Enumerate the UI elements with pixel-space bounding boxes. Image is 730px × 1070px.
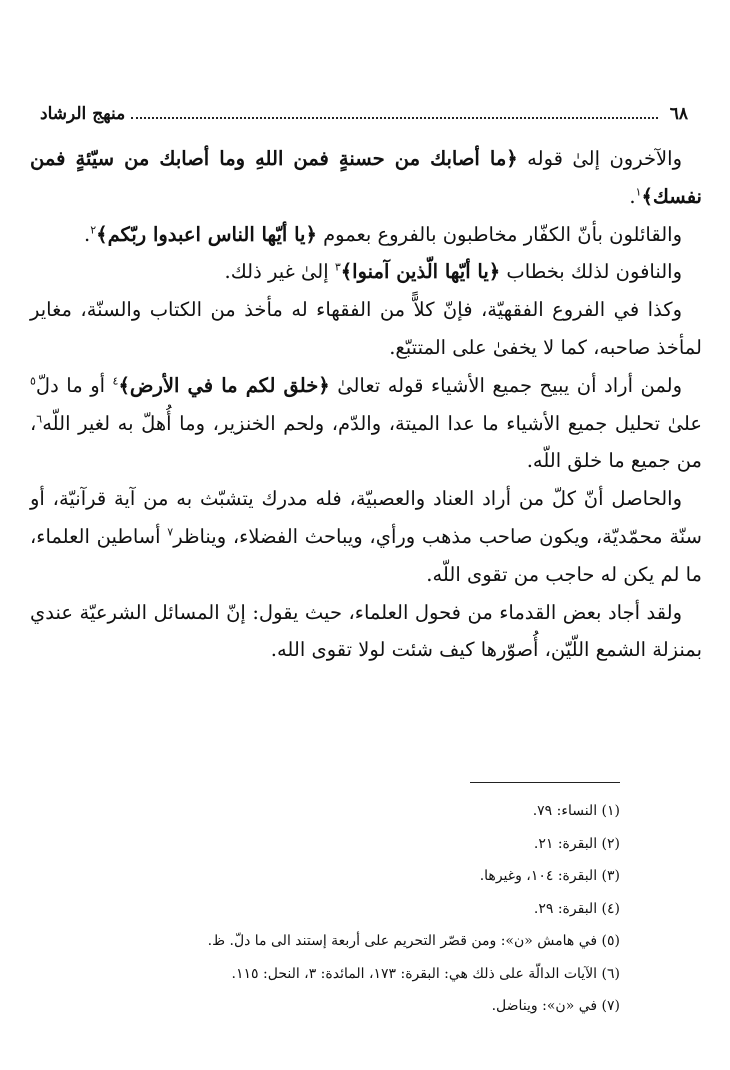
text: ، من جميع ما خلق اللّه.: [30, 411, 702, 473]
text: والحاصل أنّ كلّ من أراد العناد والعصبيّة، فله مدرك يتشبّث به من آية قرآنيّة، أو سنّة محمّديّة، ويكون صاحب مذهب ورأي، ويباحث الفضلاء، ويناظر: [30, 487, 702, 548]
footnote-ref[interactable]: ٢: [90, 223, 97, 237]
quran-quote: ﴿يا أيّها الناس اعبدوا ربّكم﴾: [96, 222, 317, 246]
footnote-ref[interactable]: ٧: [167, 525, 174, 539]
paragraph: ولقد أجاد بعض القدماء من فحول العلماء، حيث يقول: إنّ المسائل الشرعيّة عندي بمنزلة الشمع اللّيّن، أُصوّرها كيف شئت لولا تقوى الله.: [30, 600, 702, 662]
footnote: (٦) الآيات الدالّة على ذلك هي: البقرة: ١٧٣، المائدة: ٣، النحل: ١١٥.: [231, 965, 620, 982]
footnote: (٧) في «ن»: ويناضل.: [491, 998, 620, 1014]
footnote: (٤) البقرة: ٢٩.: [533, 900, 620, 917]
text: علىٰ تحليل جميع الأشياء ما عدا الميتة، والدّم، ولحم الخنزير، وما أُهلّ به لغير اللّه: [42, 411, 702, 435]
text: أو ما دلّ: [35, 373, 113, 397]
footnotes: [60, 795, 620, 1023]
text: .: [84, 222, 91, 246]
paragraph: [30, 216, 702, 254]
quran-quote: ﴿ما أصابك من حسنةٍ فمن اللهِ وما أصابك من سيّئةٍ فمن نفسك﴾: [30, 147, 702, 208]
footnote-ref[interactable]: ١: [635, 185, 642, 199]
page-number: ٦٨: [669, 104, 688, 124]
quran-quote: ﴿خلق لكم ما في الأرض﴾: [118, 373, 330, 397]
text: والنافون لذلك بخطاب: [500, 260, 682, 284]
footnote-ref[interactable]: ٣: [334, 260, 341, 274]
footnote-ref[interactable]: ٤: [112, 374, 119, 388]
dotted-leader: [131, 117, 657, 119]
paragraph: [30, 367, 702, 480]
footnote-ref[interactable]: ٥: [30, 374, 36, 388]
footnote: (١) النساء: ٧٩.: [532, 803, 620, 819]
text: إلىٰ غير ذلك.: [224, 260, 335, 284]
footnote: (٢) البقرة: ٢١.: [533, 835, 620, 852]
paragraph: [30, 140, 702, 216]
text: .: [629, 184, 636, 208]
paragraph: وكذا في الفروع الفقهيّة، فإنّ كلاًّ من الفقهاء له مأخذ من الكتاب والسنّة، مغاير لمأخذ صاحبه، كما لا يخفىٰ على المتتبّع.: [30, 298, 702, 359]
footnote: (٥) في هامش «ن»: ومن قصّر التحريم على أربعة إستند الى ما دلّ. ظ.: [207, 933, 620, 949]
running-header: [40, 98, 688, 130]
footnote: (٣) البقرة: ١٠٤، وغيرها.: [479, 868, 620, 884]
running-title: منهج الرشاد: [40, 104, 126, 124]
paragraph: [30, 253, 702, 291]
main-text: [30, 140, 702, 669]
text: ولمن أراد أن يبيح جميع الأشياء قوله تعالىٰ: [329, 373, 682, 397]
text: أساطين العلماء، ما لم يكن له حاجب من تقوى اللّه.: [30, 524, 702, 586]
text: والقائلون بأنّ الكفّار مخاطبون بالفروع بعموم: [316, 222, 682, 246]
quran-quote: ﴿يا أيّها الّذين آمنوا﴾: [340, 260, 501, 284]
text: والآخرون إلىٰ قوله: [517, 147, 682, 170]
paragraph: [30, 480, 702, 593]
footnote-separator: [470, 782, 620, 783]
footnote-ref[interactable]: ٦: [36, 412, 43, 426]
